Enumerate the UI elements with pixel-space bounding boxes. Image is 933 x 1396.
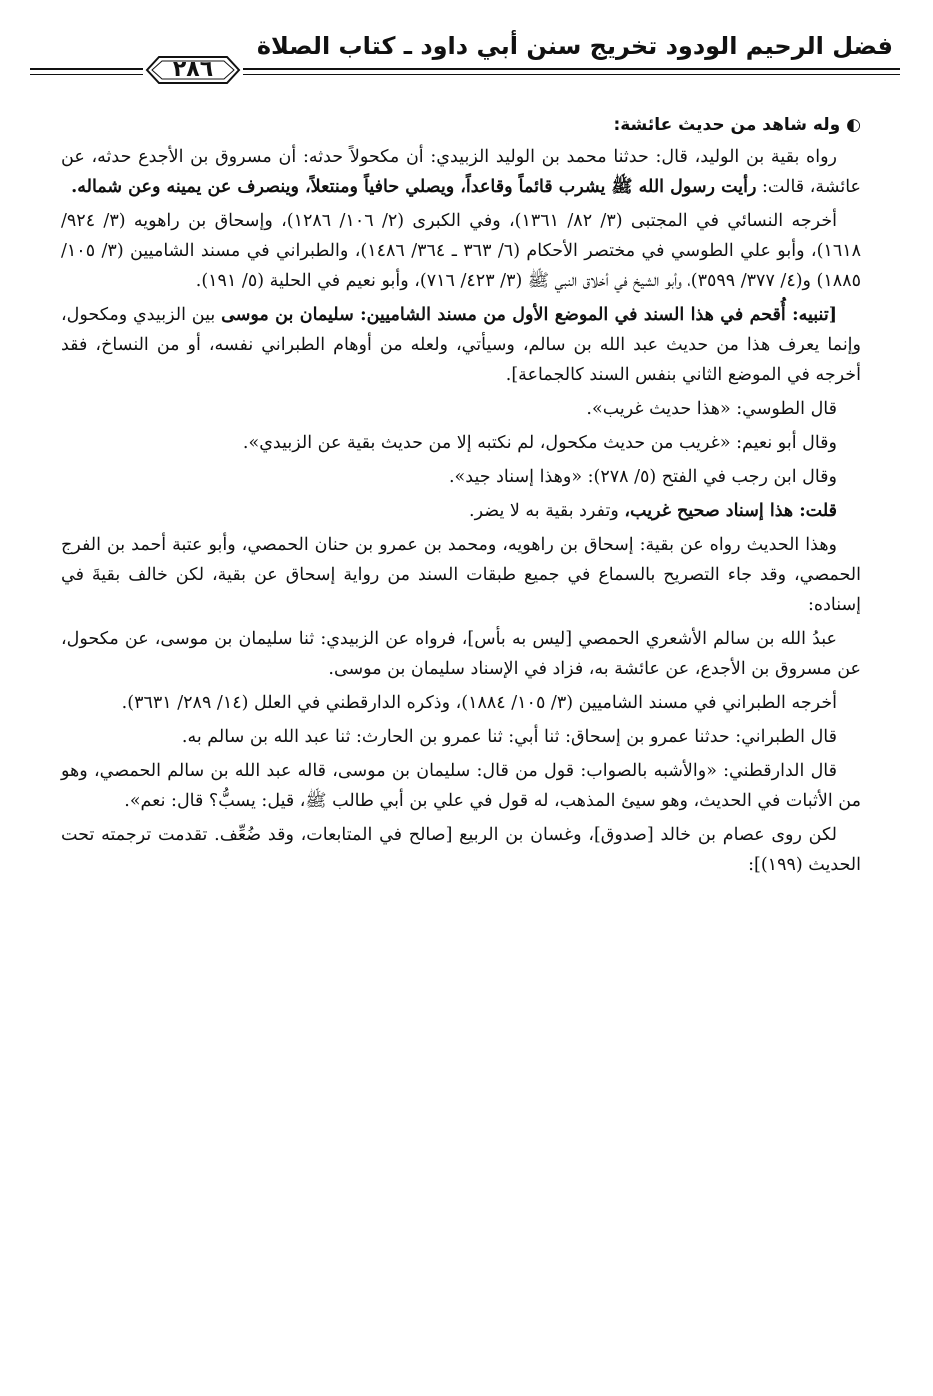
paragraph-tusi: قال الطوسي: «هذا حديث غريب». [586,399,837,419]
hadith-matn: رأيت رسول الله ﷺ يشرب قائماً وقاعداً، ويصلي حافياً ومنتعلاً، وينصرف عن يمينه وعن شماله. [71,177,757,197]
paragraph-note [61,300,861,390]
note-label: [تنبيه: [785,305,837,325]
paragraph-tabarani-isnad: قال الطبراني: حدثنا عمرو بن إسحاق: ثنا أبي: ثنا عمرو بن الحارث: ثنا عبد الله بن سالم به. [181,727,837,747]
note-bold-text: أُقحم في هذا السند في الموضع الأول من مسند الشاميين: سليمان بن موسى [221,305,786,325]
paragraph-qultu [61,496,861,526]
bullet-icon: ◐ [846,115,861,135]
qultu-bold: قلت: هذا إسناد صحيح غريب، [624,501,837,521]
paragraph-riwaya [61,142,861,202]
page-number-frame [143,52,243,88]
paragraph-abdullah-bin-salim: عبدُ الله بن سالم الأشعري الحمصي [ليس به بأس]، فرواه عن الزبيدي: ثنا سليمان بن موسى، عن مكحول، عن مسروق بن الأجدع، عن عائشة به، فزاد في الإسناد سليمان بن موسى. [61,629,861,679]
section-heading [61,110,861,140]
riwaya-text: رواه بقية بن الوليد، قال: حدثنا محمد بن الوليد الزبيدي: أن مكحولاً حدثه: أن مسروق بن الأجدع حدثه، عن عائشة، قالت: [61,147,861,197]
paragraph-ibn-rajab: وقال ابن رجب في الفتح (٥/ ٢٧٨): «وهذا إسناد جيد». [448,467,837,487]
note-text: بين الزبيدي ومكحول، وإنما يعرف هذا من حديث عبد الله بن سالم، وسيأتي، ولعله من أوهام الطبراني نفسه، أو من النساخ، فقد أخرجه في الموضع الثاني بنفس السند كالجماعة]. [61,305,861,385]
section-heading-text: وله شاهد من حديث عائشة: [613,115,841,135]
paragraph-tabarani-takhrij: أخرجه الطبراني في مسند الشاميين (٣/ ١٠٥/ ١٨٨٤)، وذكره الدارقطني في العلل (١٤/ ٢٨٩/ ٣٦٣١). [121,693,837,713]
paragraph-lakin: لكن روى عصام بن خالد [صدوق]، وغسان بن الربيع [صالح في المتابعات، وقد ضُعِّف. تقدمت ترجمته تحت الحديث (١٩٩)]: [61,825,861,875]
paragraph-abu-nuaym: وقال أبو نعيم: «غريب من حديث مكحول، لم نكتبه إلا من حديث بقية عن الزبيدي». [242,433,837,453]
page-body [61,110,861,884]
qultu-text: وتفرد بقية به لا يضر. [469,501,625,521]
paragraph-daraqutni: قال الدارقطني: «والأشبه بالصواب: قول من قال: سليمان بن موسى، قاله عبد الله بن سالم الحمصي، وهو من الأثبات في الحديث، وهو سيئ المذهب، له قول في علي بن أبي طالب ﷺ، قيل: يسبُّ؟ قال: نعم». [61,761,861,811]
paragraph-hadith-riwaya: وهذا الحديث رواه عن بقية: إسحاق بن راهويه، ومحمد بن عمرو بن حنان الحمصي، وأبو عتبة أحمد بن الفرج الحمصي، وقد جاء التصريح بالسماع في جميع طبقات السند من رواية إسحاق عن بقية، لكن خالف بقيةَ في إسناده: [61,535,861,615]
running-header-title: فضل الرحيم الودود تخريج سنن أبي داود ـ كتاب الصلاة [256,32,893,60]
paragraph-takhrij: أخرجه النسائي في المجتبى (٣/ ٨٢/ ١٣٦١)، وفي الكبرى (٢/ ١٠٦/ ١٢٨٦)، وإسحاق بن راهويه (٣/ ٩٢٤/ ١٦١٨)، وأبو علي الطوسي في مختصر الأحكام (٦/ ٣٦٣ ـ ٣٦٤/ ١٤٨٦)، والطبراني في مسند الشاميين (٣/ ١٠٥/ ١٨٨٥) و(٤/ ٣٧٧/ ٣٥٩٩)، وأبو الشيخ في أخلاق النبي ﷺ (٣/ ٤٢٣/ ٧١٦)، وأبو نعيم في الحلية (٥/ ١٩١). [61,211,862,291]
page-number: ٢٨٦ [172,57,214,82]
